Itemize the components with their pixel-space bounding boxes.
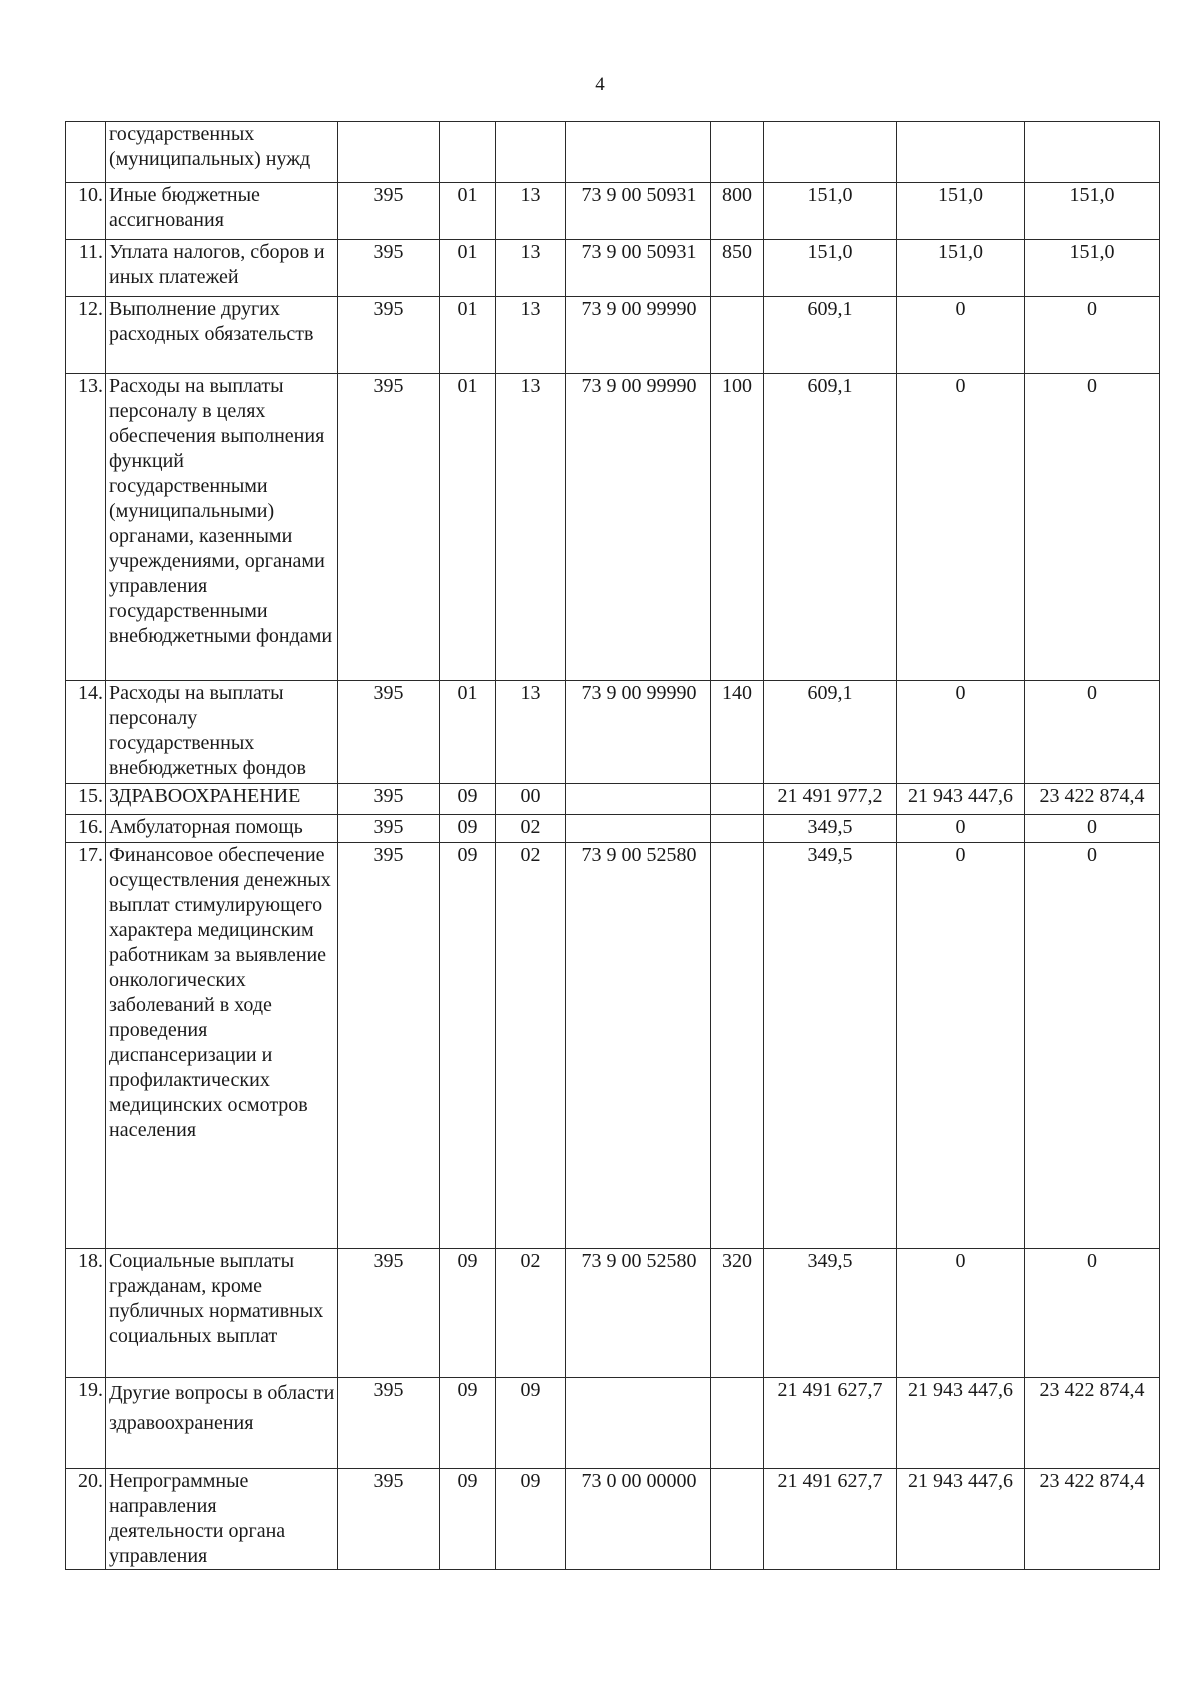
amount-year1-cell: 151,0 <box>764 183 897 240</box>
department-code-cell: 395 <box>338 815 440 843</box>
subsection-code-cell: 09 <box>496 1469 566 1570</box>
amount-year3-cell: 23 422 874,4 <box>1025 784 1160 815</box>
row-number-cell: 12. <box>66 297 106 374</box>
expense-type-cell <box>711 1378 764 1469</box>
section-code-cell <box>440 122 496 183</box>
section-code-cell: 09 <box>440 1249 496 1378</box>
table-row <box>66 1378 1160 1469</box>
amount-year1-cell <box>764 122 897 183</box>
amount-year2-cell: 0 <box>897 815 1025 843</box>
expense-name-cell: Расходы на выплаты персоналу государственных внебюджетных фондов <box>106 681 338 784</box>
target-article-cell <box>566 122 711 183</box>
subsection-code-cell: 13 <box>496 240 566 297</box>
target-article-cell: 73 9 00 50931 <box>566 240 711 297</box>
expense-name-cell: государственных (муниципальных) нужд <box>106 122 338 183</box>
amount-year1-cell: 349,5 <box>764 815 897 843</box>
target-article-cell <box>566 1378 711 1469</box>
expense-type-cell: 320 <box>711 1249 764 1378</box>
section-code-cell: 01 <box>440 183 496 240</box>
target-article-cell: 73 9 00 99990 <box>566 681 711 784</box>
expense-type-cell <box>711 122 764 183</box>
expense-type-cell <box>711 815 764 843</box>
amount-year1-cell: 21 491 627,7 <box>764 1378 897 1469</box>
page-number: 4 <box>595 74 605 95</box>
amount-year2-cell: 0 <box>897 374 1025 681</box>
row-number-cell: 20. <box>66 1469 106 1570</box>
budget-table <box>65 121 1160 1570</box>
target-article-cell <box>566 784 711 815</box>
department-code-cell: 395 <box>338 374 440 681</box>
subsection-code-cell: 00 <box>496 784 566 815</box>
target-article-cell: 73 0 00 00000 <box>566 1469 711 1570</box>
amount-year2-cell: 0 <box>897 681 1025 784</box>
subsection-code-cell: 13 <box>496 297 566 374</box>
row-number-cell: 19. <box>66 1378 106 1469</box>
expense-name-cell: Уплата налогов, сборов и иных платежей <box>106 240 338 297</box>
target-article-cell: 73 9 00 52580 <box>566 1249 711 1378</box>
amount-year1-cell: 609,1 <box>764 297 897 374</box>
amount-year3-cell: 0 <box>1025 681 1160 784</box>
section-code-cell: 09 <box>440 1378 496 1469</box>
target-article-cell <box>566 815 711 843</box>
amount-year2-cell: 21 943 447,6 <box>897 784 1025 815</box>
expense-type-cell <box>711 784 764 815</box>
expense-name-cell: Иные бюджетные ассигнования <box>106 183 338 240</box>
amount-year1-cell: 609,1 <box>764 681 897 784</box>
expense-name-cell: Выполнение других расходных обязательств <box>106 297 338 374</box>
subsection-code-cell: 02 <box>496 815 566 843</box>
department-code-cell: 395 <box>338 784 440 815</box>
department-code-cell: 395 <box>338 240 440 297</box>
expense-name-cell: Финансовое обеспечение осуществления денежных выплат стимулирующего характера медицинским работникам за выявление онкологических заболеваний в ходе проведения диспансеризации и профилактических медицинских осмотров населения <box>106 843 338 1249</box>
amount-year2-cell: 151,0 <box>897 240 1025 297</box>
section-code-cell: 01 <box>440 297 496 374</box>
table-row <box>66 681 1160 784</box>
table-row <box>66 183 1160 240</box>
amount-year3-cell: 0 <box>1025 1249 1160 1378</box>
target-article-cell: 73 9 00 52580 <box>566 843 711 1249</box>
department-code-cell: 395 <box>338 1378 440 1469</box>
table-row <box>66 297 1160 374</box>
amount-year2-cell <box>897 122 1025 183</box>
section-code-cell: 09 <box>440 843 496 1249</box>
section-code-cell: 01 <box>440 240 496 297</box>
table-row <box>66 374 1160 681</box>
row-number-cell: 10. <box>66 183 106 240</box>
table-row <box>66 122 1160 183</box>
row-number-cell: 11. <box>66 240 106 297</box>
department-code-cell: 395 <box>338 681 440 784</box>
amount-year3-cell: 23 422 874,4 <box>1025 1378 1160 1469</box>
amount-year1-cell: 349,5 <box>764 1249 897 1378</box>
subsection-code-cell: 09 <box>496 1378 566 1469</box>
department-code-cell: 395 <box>338 1469 440 1570</box>
row-number-cell: 14. <box>66 681 106 784</box>
amount-year2-cell: 21 943 447,6 <box>897 1378 1025 1469</box>
amount-year3-cell: 151,0 <box>1025 240 1160 297</box>
expense-type-cell: 140 <box>711 681 764 784</box>
subsection-code-cell: 13 <box>496 374 566 681</box>
expense-type-cell: 800 <box>711 183 764 240</box>
subsection-code-cell: 02 <box>496 1249 566 1378</box>
expense-type-cell <box>711 843 764 1249</box>
row-number-cell: 17. <box>66 843 106 1249</box>
section-code-cell: 09 <box>440 815 496 843</box>
table-body <box>66 122 1160 1570</box>
expense-name-cell: Непрограммные направления деятельности органа управления <box>106 1469 338 1570</box>
amount-year3-cell: 0 <box>1025 374 1160 681</box>
section-code-cell: 09 <box>440 784 496 815</box>
row-number-cell: 15. <box>66 784 106 815</box>
amount-year1-cell: 349,5 <box>764 843 897 1249</box>
table-row <box>66 815 1160 843</box>
department-code-cell <box>338 122 440 183</box>
subsection-code-cell: 13 <box>496 681 566 784</box>
expense-type-cell <box>711 297 764 374</box>
amount-year2-cell: 21 943 447,6 <box>897 1469 1025 1570</box>
department-code-cell: 395 <box>338 183 440 240</box>
expense-name-cell: ЗДРАВООХРАНЕНИЕ <box>106 784 338 815</box>
row-number-cell: 16. <box>66 815 106 843</box>
subsection-code-cell: 13 <box>496 183 566 240</box>
table-row <box>66 784 1160 815</box>
amount-year3-cell: 0 <box>1025 297 1160 374</box>
amount-year1-cell: 21 491 627,7 <box>764 1469 897 1570</box>
section-code-cell: 09 <box>440 1469 496 1570</box>
expense-name-cell: Расходы на выплаты персоналу в целях обеспечения выполнения функций государственными (муниципальными) органами, казенными учреждениями, органами управления государственными внебюджетными фондами <box>106 374 338 681</box>
department-code-cell: 395 <box>338 297 440 374</box>
department-code-cell: 395 <box>338 1249 440 1378</box>
expense-name-cell: Другие вопросы в области здравоохранения <box>106 1378 338 1469</box>
row-number-cell: 18. <box>66 1249 106 1378</box>
amount-year2-cell: 0 <box>897 297 1025 374</box>
amount-year3-cell: 0 <box>1025 843 1160 1249</box>
row-number-cell: 13. <box>66 374 106 681</box>
section-code-cell: 01 <box>440 374 496 681</box>
target-article-cell: 73 9 00 99990 <box>566 297 711 374</box>
expense-type-cell: 850 <box>711 240 764 297</box>
target-article-cell: 73 9 00 99990 <box>566 374 711 681</box>
amount-year3-cell: 23 422 874,4 <box>1025 1469 1160 1570</box>
subsection-code-cell <box>496 122 566 183</box>
amount-year2-cell: 0 <box>897 843 1025 1249</box>
amount-year3-cell: 151,0 <box>1025 183 1160 240</box>
expense-type-cell: 100 <box>711 374 764 681</box>
amount-year2-cell: 151,0 <box>897 183 1025 240</box>
section-code-cell: 01 <box>440 681 496 784</box>
expense-name-cell: Амбулаторная помощь <box>106 815 338 843</box>
target-article-cell: 73 9 00 50931 <box>566 183 711 240</box>
amount-year1-cell: 21 491 977,2 <box>764 784 897 815</box>
row-number-cell <box>66 122 106 183</box>
table-row <box>66 1249 1160 1378</box>
amount-year2-cell: 0 <box>897 1249 1025 1378</box>
amount-year1-cell: 151,0 <box>764 240 897 297</box>
expense-type-cell <box>711 1469 764 1570</box>
amount-year1-cell: 609,1 <box>764 374 897 681</box>
subsection-code-cell: 02 <box>496 843 566 1249</box>
table-row <box>66 1469 1160 1570</box>
table-row <box>66 240 1160 297</box>
amount-year3-cell <box>1025 122 1160 183</box>
table-row <box>66 843 1160 1249</box>
department-code-cell: 395 <box>338 843 440 1249</box>
amount-year3-cell: 0 <box>1025 815 1160 843</box>
expense-name-cell: Социальные выплаты гражданам, кроме публичных нормативных социальных выплат <box>106 1249 338 1378</box>
